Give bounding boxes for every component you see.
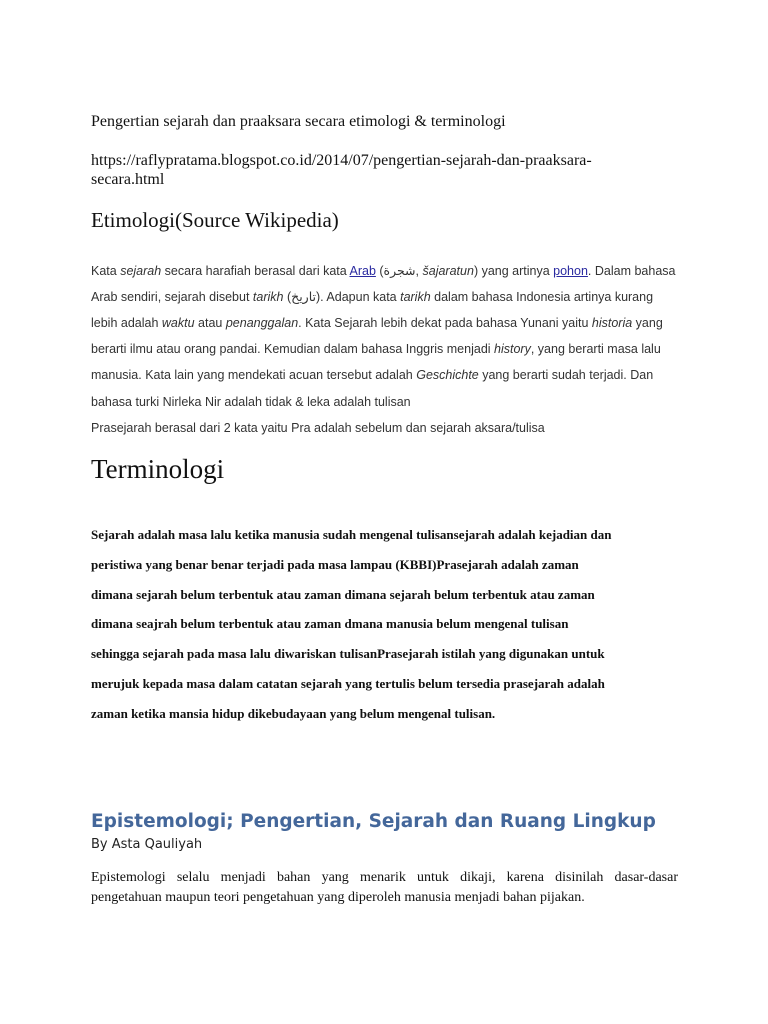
epistemologi-heading: Epistemologi; Pengertian, Sejarah dan Ruang Lingkup: [91, 811, 656, 832]
text-segment: historia: [591, 315, 633, 330]
terminologi-line: dimana sejarah belum terbentuk atau zaman dimana sejarah belum terbentuk atau zaman: [91, 586, 595, 602]
text-segment: Arab sendiri, sejarah disebut: [91, 290, 253, 305]
etimologi-line: [91, 421, 545, 435]
text-segment: waktu: [161, 315, 195, 330]
text-segment: (تاريخ). Adapun kata: [283, 290, 401, 305]
terminologi-line: sehingga sejarah pada masa lalu diwariskan tulisanPrasejarah istilah yang digunakan untuk: [91, 646, 605, 662]
text-segment: ) yang artinya: [473, 264, 554, 278]
terminologi-line: zaman ketika mansia hidup dikebudayaan yang belum mengenal tulisan.: [91, 705, 496, 721]
text-segment: šajaratun: [422, 264, 474, 278]
author-byline: By Asta Qauliyah: [91, 837, 203, 852]
terminologi-line: dimana seajrah belum terbentuk atau zaman dmana manusia belum mengenal tulisan: [91, 616, 569, 632]
text-segment: bahasa turki Nirleka Nir adalah tidak & leka adalah tulisan: [91, 394, 411, 409]
terminologi-heading: Terminologi: [91, 454, 225, 484]
text-segment: , yang berarti masa lalu: [530, 341, 661, 356]
text-segment: Kata: [91, 264, 121, 278]
link-arab[interactable]: Arab: [349, 264, 376, 278]
text-segment: tarikh: [400, 290, 431, 305]
text-segment: . Dalam bahasa: [587, 264, 676, 278]
terminologi-line: merujuk kepada masa dalam catatan sejarah yang tertulis belum tersedia prasejarah adalah: [91, 676, 605, 691]
text-segment: . Kata Sejarah lebih dekat pada bahasa Yunani yaitu: [298, 315, 592, 330]
source-url-line-2: secara.html: [91, 171, 165, 188]
text-segment: lebih adalah: [91, 315, 162, 330]
text-segment: yang berarti sudah terjadi. Dan: [478, 368, 654, 383]
etimologi-line: [91, 289, 653, 304]
etimologi-line: [91, 316, 663, 330]
text-segment: dalam bahasa Indonesia artinya kurang: [430, 290, 654, 305]
document-title: Pengertian sejarah dan praaksara secara etimologi & terminologi: [91, 113, 506, 130]
etimologi-line: [91, 342, 661, 356]
text-segment: sejarah: [120, 264, 162, 278]
text-segment: berarti ilmu atau orang pandai. Kemudian dalam bahasa Inggris menjadi: [91, 341, 495, 356]
etimologi-heading: Etimologi(Source Wikipedia): [91, 208, 339, 232]
text-segment: atau: [194, 315, 226, 330]
etimologi-line: [91, 395, 411, 409]
text-segment: manusia. Kata lain yang mendekati acuan tersebut adalah: [91, 368, 417, 383]
terminologi-line: peristiwa yang benar benar terjadi pada masa lampau (KBBI)Prasejarah adalah zaman: [91, 556, 579, 572]
text-segment: Geschichte: [416, 368, 479, 383]
etimologi-line: [91, 263, 675, 278]
etimologi-line: [91, 368, 653, 382]
epistemologi-line-1: Epistemologi selalu menjadi bahan yang menarik untuk dikaji, karena disinilah dasar-dasar: [91, 870, 678, 885]
text-segment: (شجرة,: [375, 264, 423, 278]
text-segment: penanggalan: [225, 315, 299, 330]
text-segment: history: [494, 341, 531, 356]
source-url-line-1: https://raflypratama.blogspot.co.id/2014/07/pengertian-sejarah-dan-praaksara-: [91, 152, 592, 169]
text-segment: yang: [632, 315, 663, 330]
terminologi-line: Sejarah adalah masa lalu ketika manusia sudah mengenal tulisansejarah adalah kejadian dan: [91, 527, 612, 542]
text-segment: tarikh: [252, 290, 284, 305]
text-segment: Prasejarah berasal dari 2 kata yaitu Pra adalah sebelum dan sejarah aksara/tulisa: [91, 420, 545, 435]
epistemologi-line-2: pengetahuan maupun teori pengetahuan yang diperoleh manusia menjadi bahan pijakan.: [91, 890, 585, 905]
text-segment: secara harafiah berasal dari kata: [161, 264, 350, 278]
link-pohon[interactable]: pohon: [553, 264, 588, 278]
